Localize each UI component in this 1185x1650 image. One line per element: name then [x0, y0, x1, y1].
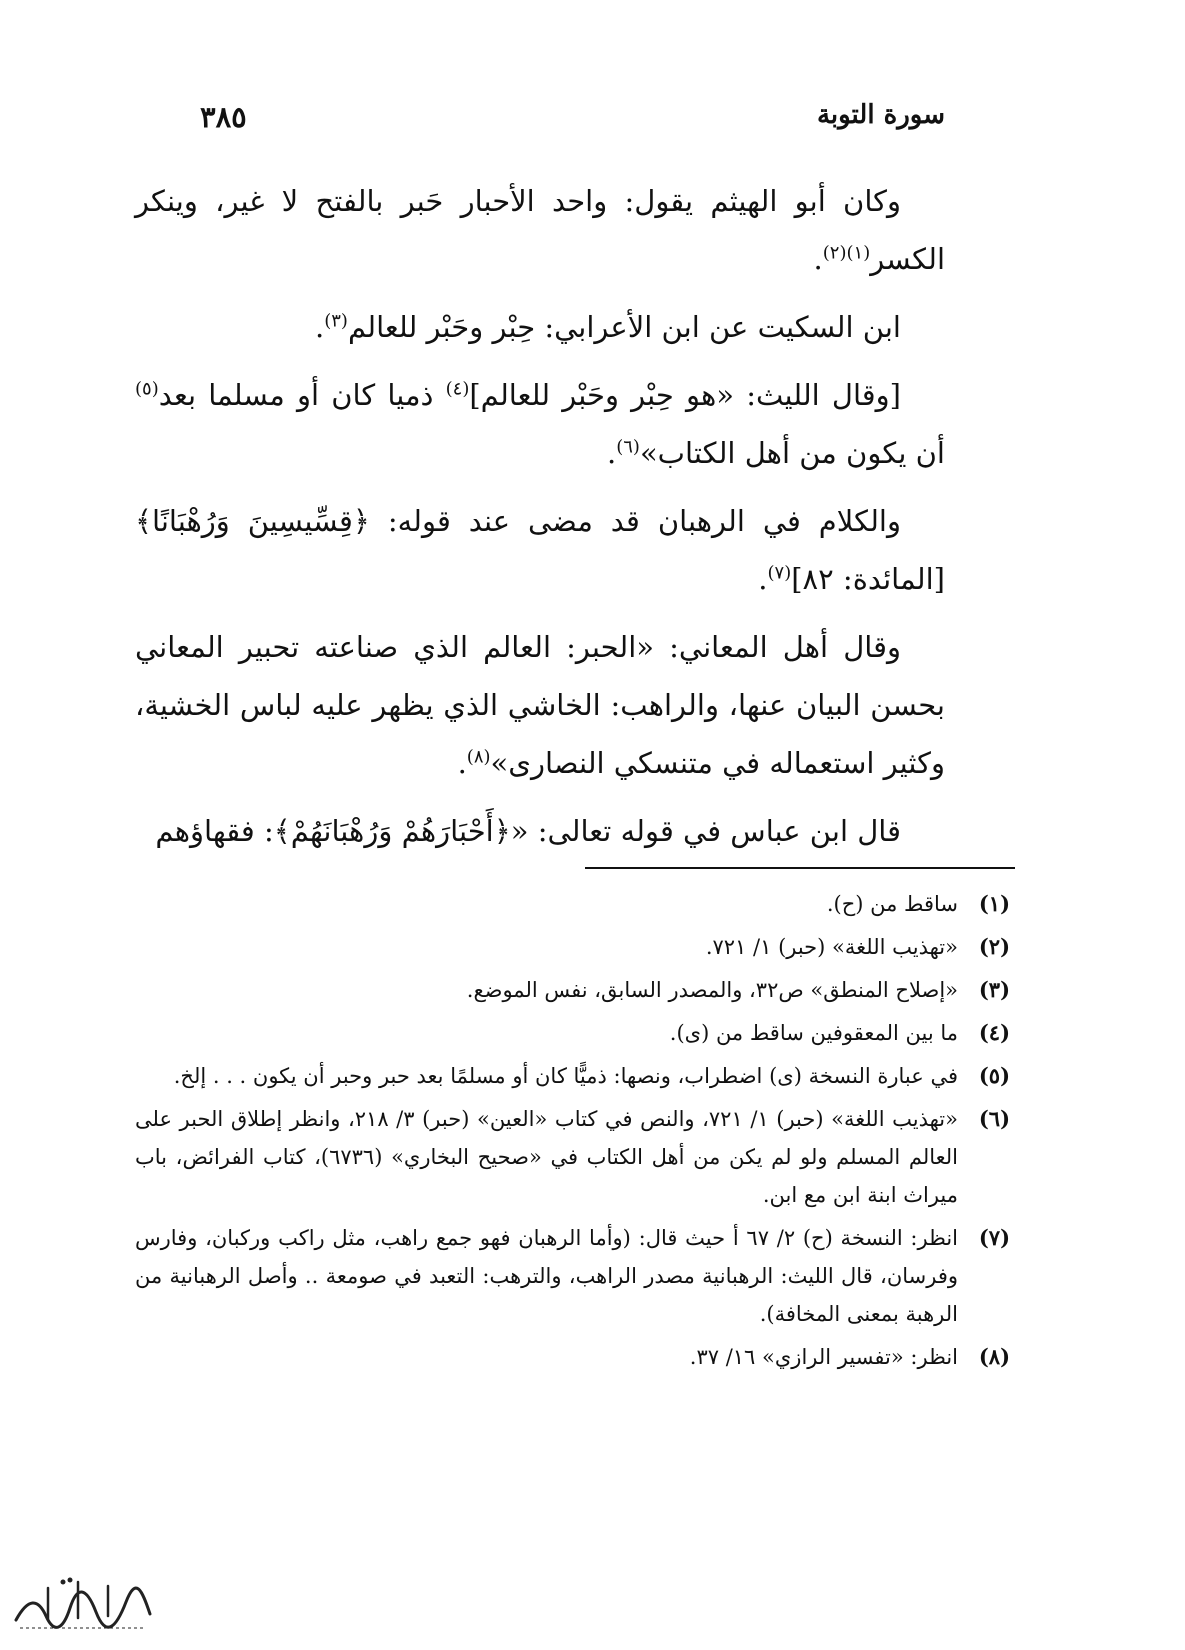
footnote-number: (٢): [978, 934, 1010, 959]
paragraph: ابن السكيت عن ابن الأعرابي: حِبْر وحَبْر للعالم$^{(٣)}$.: [314, 310, 901, 344]
footnote-number: (٧): [978, 1225, 1010, 1250]
footnote-ref: (٦): [616, 436, 640, 458]
footnote-text: «إصلاح المنطق» ص٣٢، والمصدر السابق، نفس الموضع.: [466, 978, 958, 1002]
footnote: [135, 1057, 1010, 1095]
paragraph: وقال أهل المعاني: «الحبر: العالم الذي صناعته تحبير المعاني بحسن البيان عنها، والراهب: الخاشي الذي يظهر عليه لباس الخشية، وكثير استعماله في متنسكي النصارى»$^{(٨)}$.: [135, 630, 945, 780]
footnote-number: (٥): [978, 1063, 1010, 1088]
footnote: [135, 928, 1010, 966]
publisher-logo: [8, 1568, 158, 1638]
footnote: [135, 885, 1010, 923]
paragraph-text: ذميا كان أو مسلما بعد: [158, 378, 446, 412]
paragraph-text: والكلام في الرهبان قد مضى عند قوله:: [369, 504, 901, 538]
footnote-text: ساقط من (ح).: [826, 892, 958, 916]
footnote-number: (١): [978, 891, 1010, 916]
footnote-number: (٤): [978, 1020, 1010, 1045]
paragraph-text: وكان أبو الهيثم يقول: واحد الأحبار حَبر بالفتح لا غير، وينكر الكسر: [135, 184, 945, 276]
footnote-text: «تهذيب اللغة» (حبر) ١/ ٧٢١.: [705, 935, 958, 959]
page-header: [200, 100, 945, 140]
footnote-ref: (٥): [135, 378, 159, 400]
footnote-text: في عبارة النسخة (ى) اضطراب، ونصها: ذميًّا كان أو مسلمًا بعد حبر وحبر أن يكون . . . إلخ.: [173, 1064, 958, 1088]
footnote-number: (٦): [978, 1106, 1010, 1131]
paragraph: [135, 802, 945, 860]
paragraph-text: ابن السكيت عن ابن الأعرابي: حِبْر وحَبْر للعالم: [347, 310, 901, 344]
footnote-ref: (١)(٢): [822, 242, 871, 264]
footnote-ref: (٣): [324, 310, 348, 332]
quran-verse: ﴿أَحْبَارَهُمْ وَرُهْبَانَهُمْ﴾: [273, 814, 511, 848]
paragraph-text: [وقال الليث: «هو حِبْر وحَبْر للعالم]: [469, 378, 901, 412]
footnote-ref: (٤): [445, 378, 470, 400]
footnote-text: انظر: النسخة (ح) ٢/ ٦٧ أ حيث قال: (وأما الرهبان فهو جمع راهب، مثل راكب وركبان، وفارس وفرسان، قال الليث: الرهبانية مصدر الراهب، والترهب: التعبد في صومعة .. وأصل الرهبانية من الرهبة بمعنى المخافة).: [135, 1226, 958, 1326]
footnote-divider: [585, 867, 1015, 869]
footnote: [135, 971, 1010, 1009]
footnote-number: (٣): [978, 977, 1010, 1002]
main-text: [135, 172, 945, 870]
paragraph-text: أن يكون من أهل الكتاب»: [639, 436, 945, 470]
surah-title: سورة التوبة: [816, 100, 945, 130]
footnote-ref: (٨): [466, 746, 491, 768]
footnote: [135, 1014, 1010, 1052]
paragraph: والكلام في الرهبان قد مضى عند قوله: ﴿قِسِّيسِينَ وَرُهْبَانًا﴾ [المائدة: ٨٢]$^{(٧)}$.: [135, 504, 945, 596]
footnote: [135, 1100, 1010, 1214]
footnote-ref: (٧): [767, 562, 792, 584]
footnote-text: انظر: «تفسير الرازي» ١٦/ ٣٧.: [689, 1345, 958, 1369]
footnote-number: (٨): [978, 1344, 1010, 1369]
footnotes: [135, 885, 1010, 1381]
paragraph: وكان أبو الهيثم يقول: واحد الأحبار حَبر بالفتح لا غير، وينكر الكسر$^{(١)(٢)}$.: [135, 184, 945, 276]
quran-verse: ﴿قِسِّيسِينَ وَرُهْبَانًا﴾: [135, 504, 370, 538]
footnote: [135, 1219, 1010, 1333]
paragraph: [وقال الليث: «هو حِبْر وحَبْر للعالم]$^{(٤)}$ ذميا كان أو مسلما بعد$^{(٥)}$ أن يكون من أهل الكتاب»$^{(٦)}$.: [135, 378, 945, 470]
paragraph-text: : فقهاؤهم: [155, 814, 274, 848]
paragraph-text: قال ابن عباس في قوله تعالى: «: [510, 814, 901, 848]
footnote-text: «تهذيب اللغة» (حبر) ١/ ٧٢١، والنص في كتاب «العين» (حبر) ٣/ ٢١٨، وانظر إطلاق الحبر على العالم المسلم ولو لم يكن من أهل الكتاب في «صحيح البخاري» (٦٧٣٦)، كتاب الفرائض، باب ميراث ابنة ابن مع ابن.: [135, 1107, 958, 1207]
footnote-text: ما بين المعقوفين ساقط من (ى).: [669, 1021, 958, 1045]
footnote: [135, 1338, 1010, 1376]
page-number: ٣٨٥: [200, 100, 247, 134]
paragraph-text: [المائدة: ٨٢]: [791, 562, 945, 596]
paragraph-text: وقال أهل المعاني: «الحبر: العالم الذي صناعته تحبير المعاني بحسن البيان عنها، والراهب: الخاشي الذي يظهر عليه لباس الخشية، وكثير استعماله في متنسكي النصارى»: [135, 630, 945, 780]
